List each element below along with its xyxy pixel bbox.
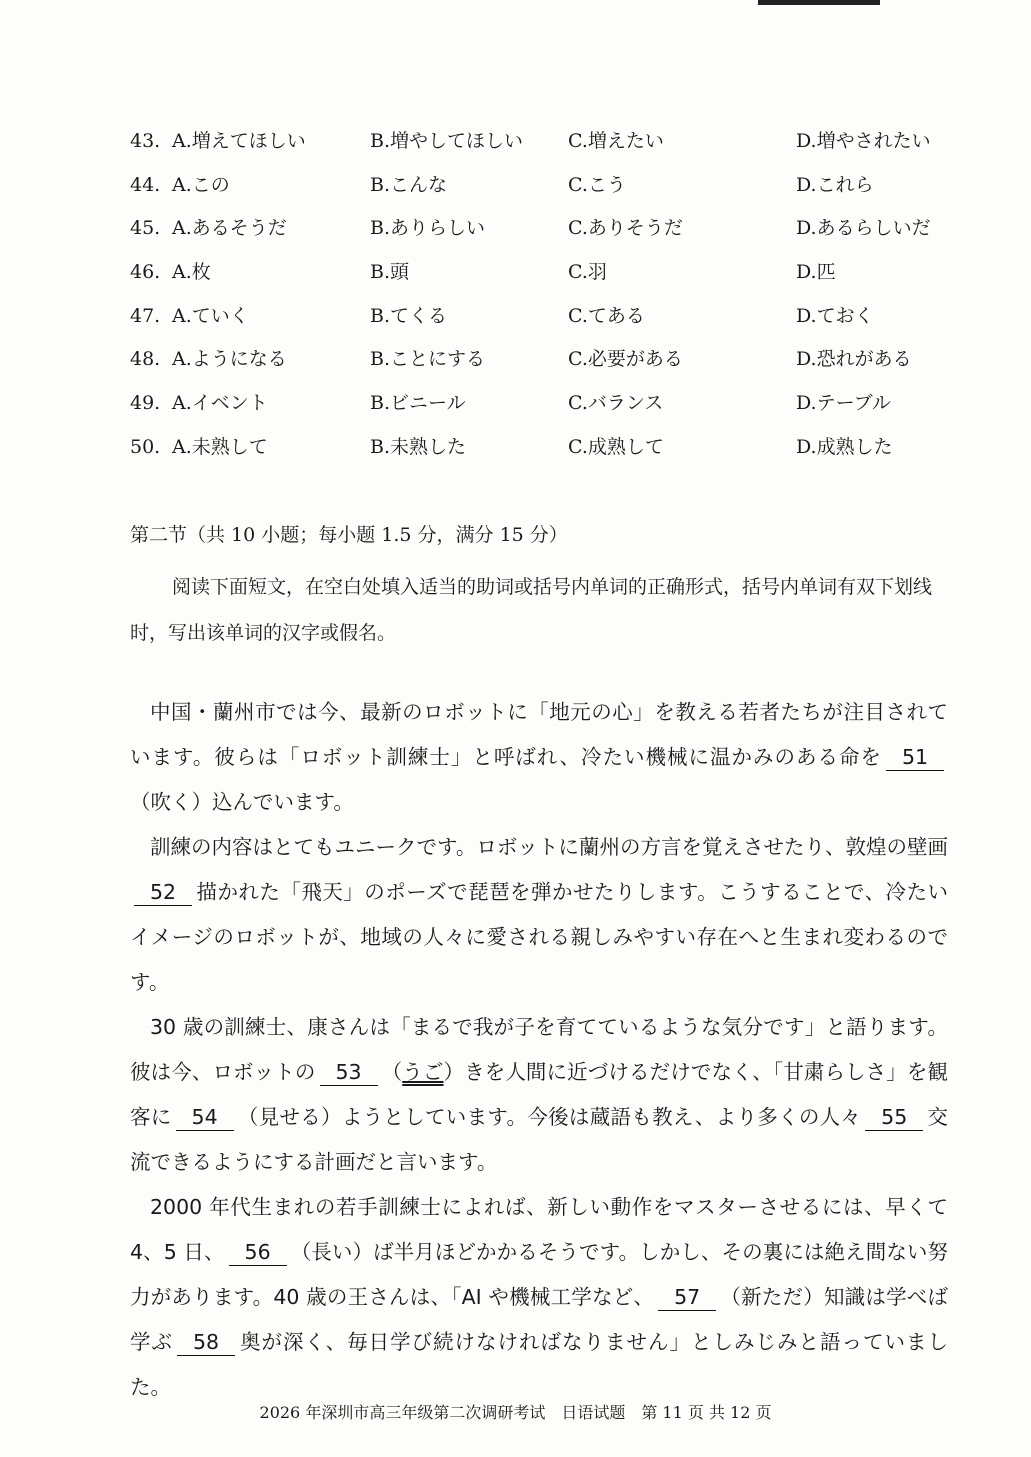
option-d: D.匹 <box>796 261 836 284</box>
option-b: B.増やしてほしい <box>370 130 524 152</box>
option-c: C.羽 <box>568 261 607 284</box>
passage-text: （吹く）込んでいます。 <box>130 790 354 814</box>
passage-text: 2000 年代生まれの若手訓練士によれば、新しい動作をマスターさせるには、早くて 4、5 日、 <box>130 1195 948 1264</box>
option-d: D.テーブル <box>796 392 891 415</box>
option-a: A.未熟して <box>172 435 268 458</box>
blank-56: 56 <box>229 1239 287 1266</box>
option-a: A.あるそうだ <box>172 217 287 240</box>
question-49 <box>130 386 960 430</box>
paragraph-1 <box>130 690 948 825</box>
blank-54: 54 <box>176 1104 234 1131</box>
passage-text: 30 歳の訓練士、康さんは「まるで我が子を育てているような気分です」と語ります。彼は今、ロボットの <box>130 1015 948 1084</box>
passage-text: （ <box>381 1060 403 1084</box>
option-b: B.頭 <box>370 261 410 284</box>
question-47 <box>130 299 960 343</box>
question-48 <box>130 342 960 386</box>
option-b: B.ビニール <box>370 392 466 415</box>
option-c: C.ありそうだ <box>568 217 683 240</box>
passage-text: ）きを人間に近づけるだけでなく、「甘粛らしさ」を観客に <box>130 1060 949 1129</box>
reading-passage <box>130 690 948 1410</box>
multiple-choice-list <box>130 124 960 474</box>
question-number: 47. <box>130 304 161 327</box>
option-a: A.イベント <box>172 392 268 415</box>
option-c: C.増えたい <box>568 130 664 152</box>
option-a: A.ていく <box>172 304 249 327</box>
option-d: D.成熟した <box>796 435 893 458</box>
page-footer: 2026 年深圳市高三年级第二次调研考试 日语试题 第 11 页 共 12 页 <box>259 1403 772 1422</box>
option-b: B.てくる <box>370 304 448 327</box>
option-c: C.バランス <box>568 392 664 415</box>
passage-text: 中国・蘭州市では今、最新のロボットに「地元の心」を教える若者たちが注目されています。彼らは「ロボット訓練士」と呼ばれ、冷たい機械に温かみのある命を <box>130 700 948 769</box>
option-d: D.ておく <box>796 304 874 327</box>
passage-text: （長い）ば半月ほどかかるそうです。しかし、その裏には絶え間ない努力があります。40 歳の王さんは、「AI や機械工学など、 <box>130 1240 949 1309</box>
question-44 <box>130 168 960 212</box>
double-underlined-word: うご <box>402 1060 444 1084</box>
paragraph-4 <box>130 1185 948 1410</box>
question-number: 44. <box>130 173 161 196</box>
passage-text: （新ただ）知識は学べば学ぶ <box>130 1285 949 1354</box>
option-d: D.これら <box>796 173 874 196</box>
question-number: 43. <box>130 130 161 152</box>
question-number: 50. <box>130 435 161 458</box>
option-b: B.ありらしい <box>370 217 486 240</box>
passage-text: 奥が深く、毎日学び続けなければなりません」としみじみと語っていました。 <box>130 1330 948 1399</box>
option-c: C.こう <box>568 173 626 196</box>
option-b: B.未熟した <box>370 435 467 458</box>
question-number: 48. <box>130 348 161 371</box>
passage-text: （見せる）ようとしています。今後は蔵語も教え、より多くの人々 <box>237 1105 862 1129</box>
option-b: B.こんな <box>370 173 448 196</box>
option-a: A.この <box>172 173 230 196</box>
option-d: D.あるらしいだ <box>796 217 931 240</box>
scan-edge-mark <box>758 0 880 5</box>
blank-51: 51 <box>886 744 944 771</box>
passage-text: 訓練の内容はとてもユニークです。ロボットに蘭州の方言を覚えさせたり、敦煌の壁画 <box>150 835 948 859</box>
option-c: C.成熟して <box>568 435 664 458</box>
question-43 <box>130 124 960 168</box>
blank-53: 53 <box>320 1059 378 1086</box>
paragraph-3 <box>130 1005 948 1185</box>
blank-58: 58 <box>177 1329 235 1356</box>
option-a: A.枚 <box>172 261 211 284</box>
question-number: 49. <box>130 392 161 415</box>
option-d: D.増やされたい <box>796 130 931 152</box>
blank-55: 55 <box>865 1104 923 1131</box>
blank-57: 57 <box>658 1284 716 1311</box>
question-45 <box>130 211 960 255</box>
option-c: C.必要がある <box>568 348 683 371</box>
option-a: A.増えてほしい <box>172 130 306 152</box>
section-heading: 第二节（共 10 小题；每小题 1.5 分，满分 15 分） <box>130 524 568 546</box>
passage-text: 交流できるようにする計画だと言います。 <box>130 1105 949 1174</box>
question-50 <box>130 430 960 474</box>
option-b: B.ことにする <box>370 348 486 371</box>
section-instruction: 阅读下面短文，在空白处填入适当的助词或括号内单词的正确形式，括号内单词有双下划线时，写出该单词的汉字或假名。 <box>130 576 933 644</box>
question-number: 46. <box>130 261 161 284</box>
blank-52: 52 <box>134 879 192 906</box>
question-46 <box>130 255 960 299</box>
paragraph-2 <box>130 825 948 1005</box>
question-number: 45. <box>130 217 161 240</box>
option-d: D.恐れがある <box>796 348 912 371</box>
option-c: C.てある <box>568 304 645 327</box>
option-a: A.ようになる <box>172 348 287 371</box>
passage-text: 描かれた「飛天」のポーズで琵琶を弾かせたりします。こうすることで、冷たいイメージのロボットが、地域の人々に愛される親しみやすい存在へと生まれ変わるのです。 <box>130 880 948 994</box>
